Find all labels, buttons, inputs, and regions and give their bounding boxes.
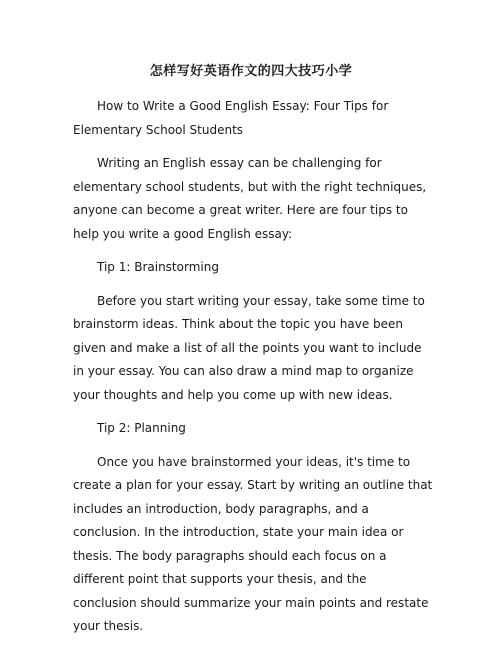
document-title: 怎样写好英语作文的四大技巧小学 xyxy=(149,64,353,79)
tip-1-heading: Tip 1: Brainstorming xyxy=(97,260,219,274)
intro-paragraph: Writing an English essay can be challenging for elementary school students, but with the right techniques, anyone can become a great writer. Here are four tips to help you write a good English essay: xyxy=(73,156,427,241)
document-body xyxy=(73,95,433,649)
tip-1-paragraph: Before you start writing your essay, take some time to brainstorm ideas. Think about the topic you have been given and make a list of all the points you want to include in your essay. You can also draw a mind map to organize your thoughts and help you come up with new ideas. xyxy=(73,293,425,402)
essay-heading-paragraph: How to Write a Good English Essay: Four Tips for Elementary School Students xyxy=(73,99,389,137)
tip-2-heading: Tip 2: Planning xyxy=(97,421,186,435)
tip-2-paragraph: Once you have brainstormed your ideas, it's time to create a plan for your essay. Start by writing an outline that includes an introduction, body paragraphs, and a conclusion. In the introduction, state your main idea or thesis. The body paragraphs should each focus on a different point that supports your thesis, and the conclusion should summarize your main points and restate your thesis. xyxy=(73,454,433,633)
